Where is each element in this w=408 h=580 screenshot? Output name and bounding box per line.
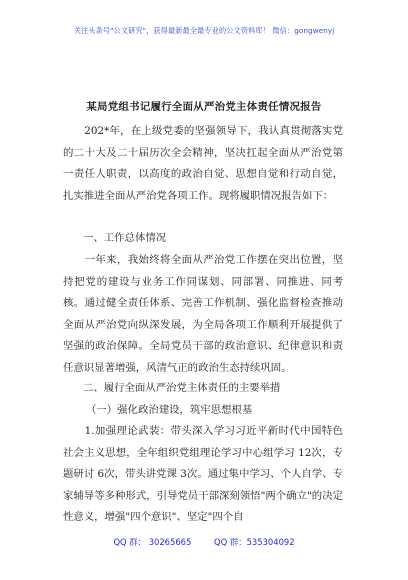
section-1-body: 一年来，我始终将全面从严治党工作摆在突出位置，坚持把党的建设与业务工作同谋划、同部署、同推进、同考核。通过健全责任体系、完善工作机制、强化监督检查推动全面从严治党向纵深发展，为全局各项工作顺利开展提供了坚强的政治保障。全局党员干部的政治意识、纪律意识和责任意识显著增强，风清气正的政治生态持续巩固。 [63,254,343,374]
section-2-heading: 二、履行全面从严治党主体责任的主要举措 [83,382,281,394]
footer-qq-groups [0,536,408,548]
section-1-heading: 一、工作总体情况 [83,232,167,244]
document-title: 某局党组书记履行全面从严治党主体责任情况报告 [86,101,322,113]
footer-qq-1: QQ 群： 30265665 [113,537,192,547]
footer-qq-2: QQ 群：535304092 [214,537,295,547]
header-banner: 关注头条号"公文研究"，获得最新最全最专业的公文资料库！ 微信：gongwenyj [73,26,335,35]
intro-paragraph: 202*年，在上级党委的坚强领导下，我认真贯彻落实党的二十大及二十届历次全会精神，坚决扛起全面从严治党第一责任人职责，以高度的政治自觉、思想自觉和行动自觉，扎实推进全面从严治党各项工作。现将履职情况报告如下： [63,125,343,202]
subsection-1-heading: （一）强化政治建设，筑牢思想根基 [86,404,253,416]
item-1-body: 1.加强理论武装：带头深入学习习近平新时代中国特色社会主义思想，全年组织党组理论学习中心组学习 12次，专题研讨 6次，带头讲党课 3次。通过集中学习、个人自学、专家辅导等多种形式，引导党员干部深刻领悟"两个确立"的决定性意义，增强"四个意识"、坚定"四个自 [63,425,343,523]
